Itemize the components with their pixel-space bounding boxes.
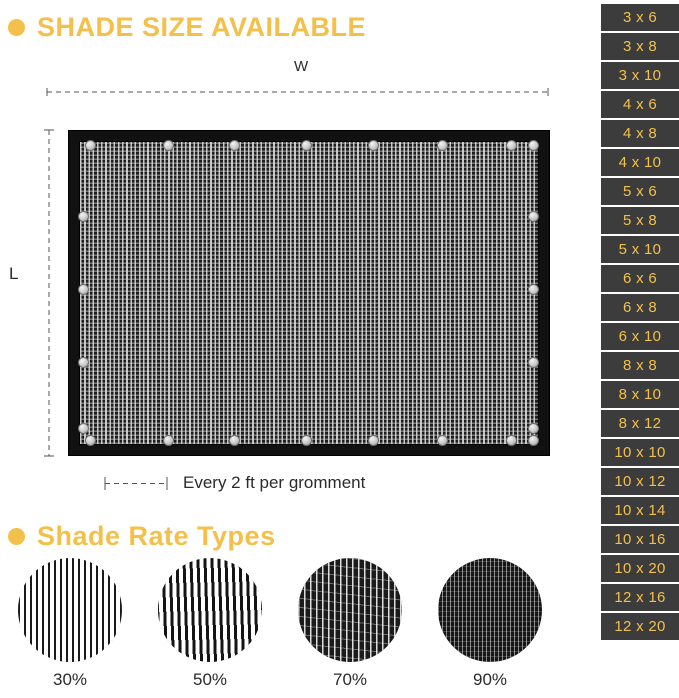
- shade-rate-item-30: [18, 558, 122, 693]
- size-chip: 6 x 10: [601, 323, 679, 350]
- grommet: [528, 423, 539, 434]
- grommet: [368, 140, 379, 151]
- grommet: [229, 435, 240, 446]
- shade-rate-item-50: [158, 558, 262, 693]
- grommet: [528, 211, 539, 222]
- shade-rate-label: 50%: [192, 670, 228, 689]
- shade-size-heading-text: SHADE SIZE AVAILABLE: [37, 12, 367, 42]
- grommet: [528, 284, 539, 295]
- grommet: [85, 140, 96, 151]
- grommet: [437, 140, 448, 151]
- width-dimension-arrow-icon: [45, 88, 550, 96]
- size-chip: 12 x 20: [601, 613, 679, 640]
- size-chip: 5 x 6: [601, 178, 679, 205]
- size-chip: 6 x 6: [601, 265, 679, 292]
- size-chip: 3 x 10: [601, 62, 679, 89]
- grommet: [229, 140, 240, 151]
- grommet: [78, 211, 89, 222]
- shade-rate-label: 90%: [472, 670, 508, 689]
- shade-size-heading: [8, 12, 366, 43]
- size-chip: 6 x 8: [601, 294, 679, 321]
- size-chip: 10 x 20: [601, 555, 679, 582]
- grommet-spacing-text: Every 2 ft per gromment: [183, 473, 366, 492]
- grommet: [528, 357, 539, 368]
- grommet: [506, 435, 517, 446]
- grommet: [78, 284, 89, 295]
- size-chip: 8 x 10: [601, 381, 679, 408]
- mesh-swatch-30-icon: [18, 558, 122, 662]
- length-dimension-arrow-icon: [44, 128, 54, 458]
- size-chip: 12 x 16: [601, 584, 679, 611]
- grommet: [78, 423, 89, 434]
- shade-rate-heading: [8, 521, 276, 552]
- size-chip: 3 x 8: [601, 33, 679, 60]
- grommet: [506, 140, 517, 151]
- bullet-icon: [8, 528, 25, 545]
- size-chip: 4 x 6: [601, 91, 679, 118]
- shade-rate-label: 30%: [52, 670, 88, 689]
- grommet: [528, 140, 539, 151]
- size-chip: 10 x 12: [601, 468, 679, 495]
- mesh-swatch-70-icon: [298, 558, 402, 662]
- size-chip: 5 x 10: [601, 236, 679, 263]
- bullet-icon: [8, 19, 25, 36]
- shade-rate-item-90: [438, 558, 542, 693]
- size-chip: 8 x 12: [601, 410, 679, 437]
- grommet-spacing-arrow-icon: [103, 476, 169, 491]
- shade-rate-label: 70%: [332, 670, 368, 689]
- length-dimension-label: L: [9, 264, 19, 283]
- grommet: [528, 435, 539, 446]
- grommet: [85, 435, 96, 446]
- grommet: [301, 435, 312, 446]
- grommet: [163, 140, 174, 151]
- shade-rate-item-70: [298, 558, 402, 693]
- size-chip: 5 x 8: [601, 207, 679, 234]
- mesh-swatch-50-icon: [158, 558, 262, 662]
- grommet-spacing-note: [103, 473, 365, 493]
- tarp-mesh-fabric: [79, 141, 539, 445]
- grommet: [78, 357, 89, 368]
- shade-rate-heading-text: Shade Rate Types: [37, 521, 276, 551]
- size-chip: 10 x 14: [601, 497, 679, 524]
- available-size-list: [601, 4, 679, 640]
- size-chip: 8 x 8: [601, 352, 679, 379]
- size-chip: 4 x 8: [601, 120, 679, 147]
- grommet: [368, 435, 379, 446]
- size-chip: 10 x 16: [601, 526, 679, 553]
- size-chip: 4 x 10: [601, 149, 679, 176]
- shade-cloth-tarp: [68, 130, 550, 456]
- grommet: [437, 435, 448, 446]
- size-chip: 10 x 10: [601, 439, 679, 466]
- mesh-swatch-90-icon: [438, 558, 542, 662]
- size-chip: 3 x 6: [601, 4, 679, 31]
- grommet: [163, 435, 174, 446]
- grommet: [301, 140, 312, 151]
- shade-rate-list: [18, 558, 573, 693]
- width-dimension-label: W: [294, 58, 309, 75]
